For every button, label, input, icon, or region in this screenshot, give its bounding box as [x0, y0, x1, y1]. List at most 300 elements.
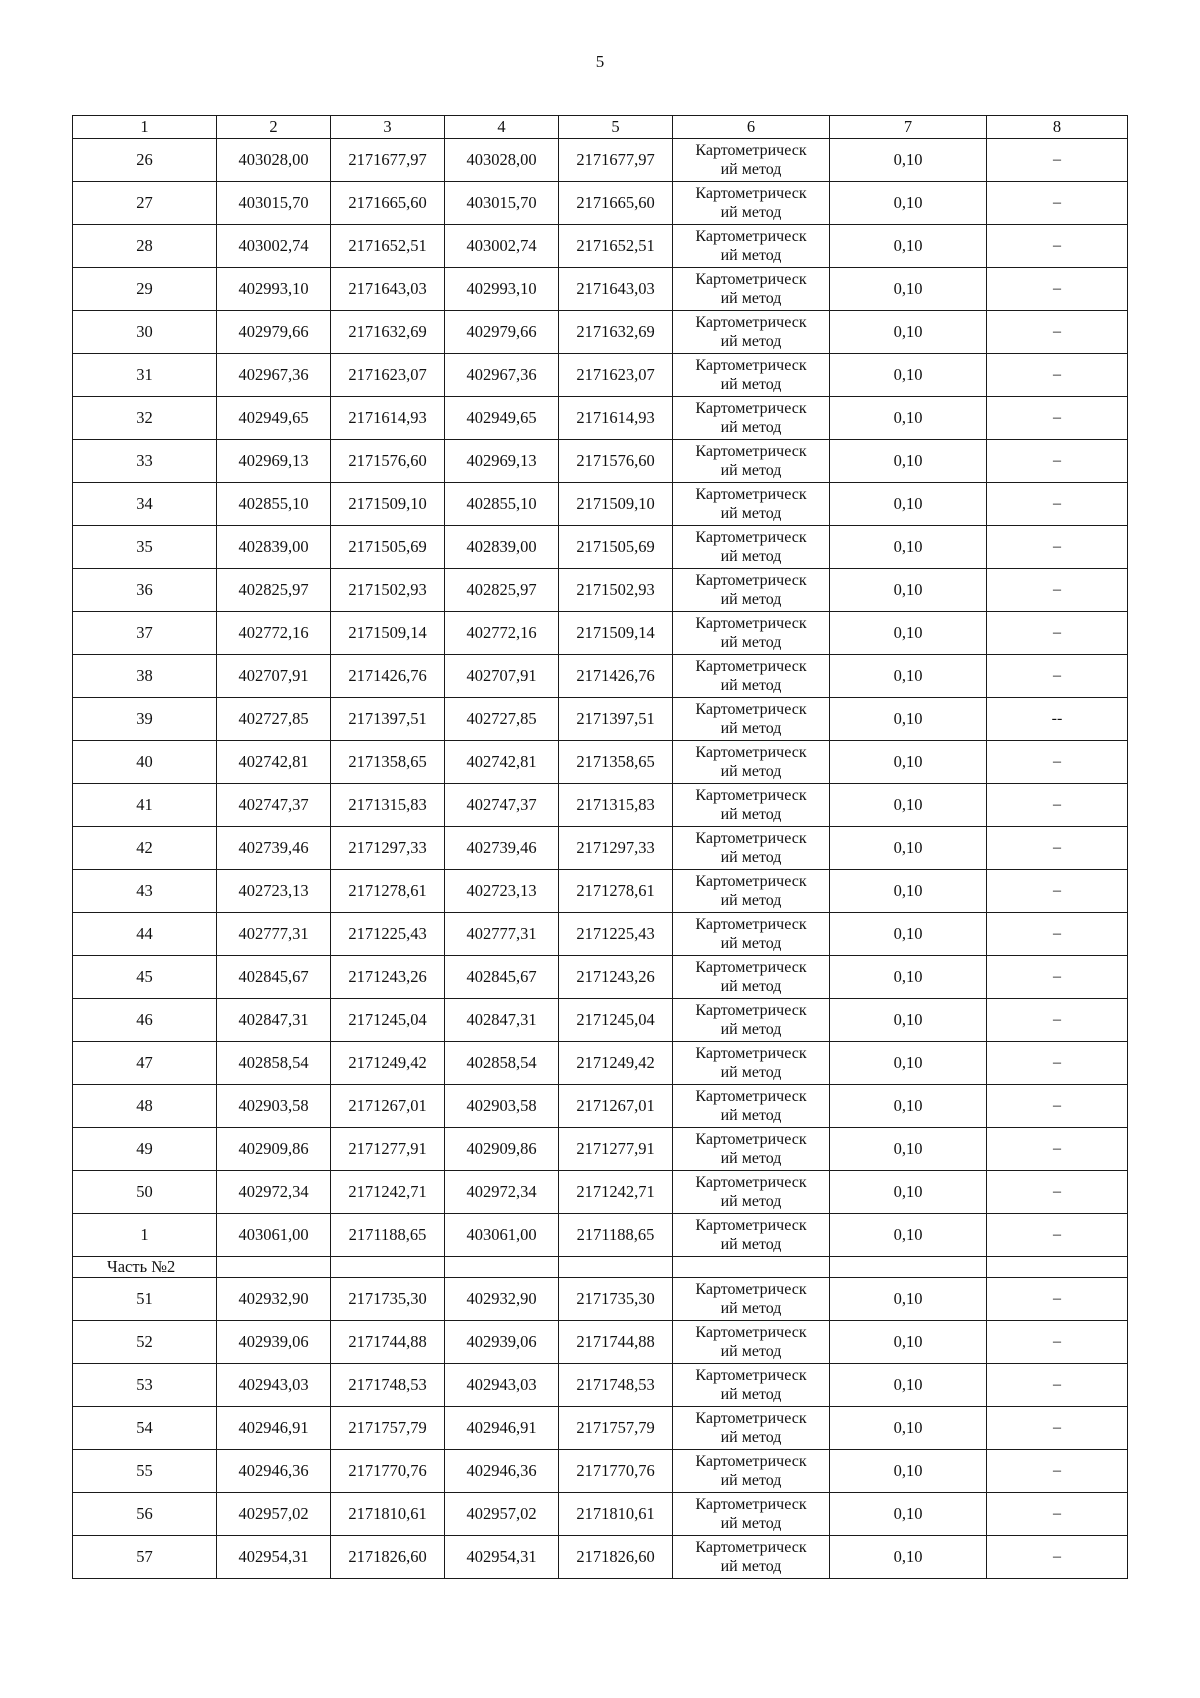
y-coordinate-cell: 2171358,65 [559, 741, 673, 784]
method-cell [673, 1171, 830, 1214]
method-cell [673, 827, 830, 870]
column-header: 8 [987, 116, 1128, 139]
x-coordinate-cell: 402739,46 [217, 827, 331, 870]
y-coordinate-cell: 2171277,91 [559, 1128, 673, 1171]
table-row [73, 1171, 1128, 1214]
x-coordinate-cell: 403061,00 [445, 1214, 559, 1257]
description-cell: -- [987, 698, 1128, 741]
method-text-line-2: ий метод [720, 161, 782, 178]
method-cell [673, 397, 830, 440]
y-coordinate-cell: 2171665,60 [559, 182, 673, 225]
point-number-cell: 52 [73, 1321, 217, 1364]
method-cell [673, 1407, 830, 1450]
method-text-line-1: Картометрическ [695, 572, 807, 589]
y-coordinate-cell: 2171744,88 [559, 1321, 673, 1364]
description-cell: – [987, 1085, 1128, 1128]
description-cell: – [987, 612, 1128, 655]
x-coordinate-cell: 402777,31 [445, 913, 559, 956]
point-number-cell: 47 [73, 1042, 217, 1085]
point-number-cell: 32 [73, 397, 217, 440]
y-coordinate-cell: 2171509,10 [331, 483, 445, 526]
method-cell [673, 612, 830, 655]
y-coordinate-cell: 2171826,60 [331, 1536, 445, 1579]
x-coordinate-cell: 402939,06 [217, 1321, 331, 1364]
point-number-cell: 35 [73, 526, 217, 569]
method-cell [673, 870, 830, 913]
point-number-cell: 26 [73, 139, 217, 182]
x-coordinate-cell: 402903,58 [445, 1085, 559, 1128]
method-text-line-2: ий метод [720, 333, 782, 350]
y-coordinate-cell: 2171502,93 [331, 569, 445, 612]
y-coordinate-cell: 2171757,79 [331, 1407, 445, 1450]
method-text-line-1: Картометрическ [695, 1002, 807, 1019]
description-cell: – [987, 1493, 1128, 1536]
accuracy-cell: 0,10 [830, 569, 987, 612]
method-cell [673, 1042, 830, 1085]
x-coordinate-cell: 402707,91 [217, 655, 331, 698]
accuracy-cell: 0,10 [830, 139, 987, 182]
x-coordinate-cell: 402777,31 [217, 913, 331, 956]
point-number-cell: 53 [73, 1364, 217, 1407]
method-text-line-1: Картометрическ [695, 658, 807, 675]
x-coordinate-cell: 403015,70 [445, 182, 559, 225]
y-coordinate-cell: 2171509,14 [331, 612, 445, 655]
table-row [73, 1278, 1128, 1321]
description-cell: – [987, 1171, 1128, 1214]
y-coordinate-cell: 2171297,33 [559, 827, 673, 870]
y-coordinate-cell: 2171770,76 [559, 1450, 673, 1493]
point-number-cell: 37 [73, 612, 217, 655]
empty-cell [445, 1257, 559, 1278]
method-text-line-1: Картометрическ [695, 1324, 807, 1341]
method-cell [673, 1364, 830, 1407]
x-coordinate-cell: 402847,31 [445, 999, 559, 1042]
method-text-line-2: ий метод [720, 505, 782, 522]
method-text-line-2: ий метод [720, 1150, 782, 1167]
method-cell [673, 698, 830, 741]
method-text-line-2: ий метод [720, 1107, 782, 1124]
description-cell: – [987, 1321, 1128, 1364]
method-text-line-2: ий метод [720, 892, 782, 909]
accuracy-cell: 0,10 [830, 999, 987, 1042]
point-number-cell: 29 [73, 268, 217, 311]
accuracy-cell: 0,10 [830, 827, 987, 870]
table-row [73, 1042, 1128, 1085]
x-coordinate-cell: 402772,16 [217, 612, 331, 655]
y-coordinate-cell: 2171297,33 [331, 827, 445, 870]
method-text-line-1: Картометрическ [695, 959, 807, 976]
table-row [73, 827, 1128, 870]
y-coordinate-cell: 2171652,51 [331, 225, 445, 268]
method-text-line-2: ий метод [720, 978, 782, 995]
x-coordinate-cell: 402972,34 [445, 1171, 559, 1214]
y-coordinate-cell: 2171810,61 [559, 1493, 673, 1536]
x-coordinate-cell: 402839,00 [445, 526, 559, 569]
x-coordinate-cell: 402979,66 [217, 311, 331, 354]
description-cell: – [987, 139, 1128, 182]
method-text-line-1: Картометрическ [695, 701, 807, 718]
table-row [73, 397, 1128, 440]
description-cell: – [987, 1128, 1128, 1171]
empty-cell [559, 1257, 673, 1278]
method-text-line-1: Картометрическ [695, 529, 807, 546]
description-cell: – [987, 827, 1128, 870]
x-coordinate-cell: 402855,10 [445, 483, 559, 526]
method-text-line-1: Картометрическ [695, 1496, 807, 1513]
part-2-row [73, 1257, 1128, 1278]
point-number-cell: 55 [73, 1450, 217, 1493]
method-text-line-2: ий метод [720, 1236, 782, 1253]
point-number-cell: 36 [73, 569, 217, 612]
accuracy-cell: 0,10 [830, 225, 987, 268]
description-cell: – [987, 526, 1128, 569]
method-text-line-1: Картометрическ [695, 228, 807, 245]
x-coordinate-cell: 402839,00 [217, 526, 331, 569]
point-number-cell: 33 [73, 440, 217, 483]
x-coordinate-cell: 402845,67 [217, 956, 331, 999]
accuracy-cell: 0,10 [830, 440, 987, 483]
method-text-line-1: Картометрическ [695, 142, 807, 159]
x-coordinate-cell: 402932,90 [217, 1278, 331, 1321]
accuracy-cell: 0,10 [830, 741, 987, 784]
description-cell: – [987, 999, 1128, 1042]
y-coordinate-cell: 2171757,79 [559, 1407, 673, 1450]
table-row [73, 569, 1128, 612]
point-number-cell: 39 [73, 698, 217, 741]
y-coordinate-cell: 2171397,51 [331, 698, 445, 741]
method-text-line-1: Картометрическ [695, 787, 807, 804]
point-number-cell: 45 [73, 956, 217, 999]
y-coordinate-cell: 2171665,60 [331, 182, 445, 225]
method-text-line-1: Картометрическ [695, 830, 807, 847]
y-coordinate-cell: 2171576,60 [559, 440, 673, 483]
method-text-line-1: Картометрическ [695, 1453, 807, 1470]
x-coordinate-cell: 402957,02 [217, 1493, 331, 1536]
table-row [73, 526, 1128, 569]
x-coordinate-cell: 402943,03 [217, 1364, 331, 1407]
point-number-cell: 54 [73, 1407, 217, 1450]
accuracy-cell: 0,10 [830, 1085, 987, 1128]
method-text-line-2: ий метод [720, 290, 782, 307]
x-coordinate-cell: 402932,90 [445, 1278, 559, 1321]
y-coordinate-cell: 2171505,69 [331, 526, 445, 569]
point-number-cell: 28 [73, 225, 217, 268]
method-cell [673, 1493, 830, 1536]
method-text-line-2: ий метод [720, 720, 782, 737]
x-coordinate-cell: 402909,86 [445, 1128, 559, 1171]
column-header: 4 [445, 116, 559, 139]
method-text-line-2: ий метод [720, 1064, 782, 1081]
y-coordinate-cell: 2171242,71 [331, 1171, 445, 1214]
accuracy-cell: 0,10 [830, 1536, 987, 1579]
method-cell [673, 526, 830, 569]
method-text-line-2: ий метод [720, 1558, 782, 1575]
table-row [73, 225, 1128, 268]
x-coordinate-cell: 402943,03 [445, 1364, 559, 1407]
method-cell [673, 139, 830, 182]
accuracy-cell: 0,10 [830, 182, 987, 225]
y-coordinate-cell: 2171735,30 [559, 1278, 673, 1321]
y-coordinate-cell: 2171225,43 [559, 913, 673, 956]
method-text-line-2: ий метод [720, 591, 782, 608]
table-row [73, 1450, 1128, 1493]
accuracy-cell: 0,10 [830, 311, 987, 354]
y-coordinate-cell: 2171277,91 [331, 1128, 445, 1171]
y-coordinate-cell: 2171505,69 [559, 526, 673, 569]
x-coordinate-cell: 403015,70 [217, 182, 331, 225]
x-coordinate-cell: 402845,67 [445, 956, 559, 999]
table-row [73, 612, 1128, 655]
page-number: 5 [595, 52, 605, 71]
point-number-cell: 42 [73, 827, 217, 870]
table-row [73, 268, 1128, 311]
table-row [73, 1407, 1128, 1450]
table-row [73, 698, 1128, 741]
y-coordinate-cell: 2171652,51 [559, 225, 673, 268]
method-text-line-1: Картометрическ [695, 271, 807, 288]
y-coordinate-cell: 2171748,53 [331, 1364, 445, 1407]
accuracy-cell: 0,10 [830, 956, 987, 999]
x-coordinate-cell: 403002,74 [445, 225, 559, 268]
method-cell [673, 268, 830, 311]
x-coordinate-cell: 402858,54 [217, 1042, 331, 1085]
y-coordinate-cell: 2171677,97 [331, 139, 445, 182]
empty-cell [331, 1257, 445, 1278]
method-text-line-2: ий метод [720, 763, 782, 780]
x-coordinate-cell: 402946,36 [217, 1450, 331, 1493]
coordinates-table [72, 115, 1128, 1579]
description-cell: – [987, 397, 1128, 440]
table-row [73, 784, 1128, 827]
x-coordinate-cell: 402949,65 [217, 397, 331, 440]
accuracy-cell: 0,10 [830, 526, 987, 569]
method-cell [673, 1085, 830, 1128]
method-text-line-2: ий метод [720, 419, 782, 436]
y-coordinate-cell: 2171225,43 [331, 913, 445, 956]
x-coordinate-cell: 402969,13 [217, 440, 331, 483]
x-coordinate-cell: 402946,91 [445, 1407, 559, 1450]
y-coordinate-cell: 2171245,04 [559, 999, 673, 1042]
method-text-line-1: Картометрическ [695, 744, 807, 761]
accuracy-cell: 0,10 [830, 1364, 987, 1407]
y-coordinate-cell: 2171623,07 [559, 354, 673, 397]
y-coordinate-cell: 2171632,69 [331, 311, 445, 354]
y-coordinate-cell: 2171509,10 [559, 483, 673, 526]
y-coordinate-cell: 2171502,93 [559, 569, 673, 612]
empty-cell [830, 1257, 987, 1278]
method-text-line-2: ий метод [720, 935, 782, 952]
table-row [73, 139, 1128, 182]
part-2-label: Часть №2 [73, 1257, 217, 1278]
point-number-cell: 27 [73, 182, 217, 225]
accuracy-cell: 0,10 [830, 784, 987, 827]
column-header: 2 [217, 116, 331, 139]
method-cell [673, 1450, 830, 1493]
point-number-cell: 34 [73, 483, 217, 526]
method-text-line-2: ий метод [720, 677, 782, 694]
description-cell: – [987, 1214, 1128, 1257]
table-row [73, 655, 1128, 698]
method-cell [673, 1536, 830, 1579]
y-coordinate-cell: 2171397,51 [559, 698, 673, 741]
x-coordinate-cell: 402903,58 [217, 1085, 331, 1128]
description-cell: – [987, 870, 1128, 913]
accuracy-cell: 0,10 [830, 1214, 987, 1257]
method-text-line-1: Картометрическ [695, 486, 807, 503]
method-text-line-2: ий метод [720, 462, 782, 479]
method-text-line-1: Картометрическ [695, 400, 807, 417]
accuracy-cell: 0,10 [830, 870, 987, 913]
description-cell: – [987, 440, 1128, 483]
method-cell [673, 999, 830, 1042]
table-row [73, 1364, 1128, 1407]
x-coordinate-cell: 402723,13 [445, 870, 559, 913]
x-coordinate-cell: 402747,37 [217, 784, 331, 827]
x-coordinate-cell: 402946,36 [445, 1450, 559, 1493]
accuracy-cell: 0,10 [830, 354, 987, 397]
x-coordinate-cell: 402855,10 [217, 483, 331, 526]
description-cell: – [987, 1536, 1128, 1579]
x-coordinate-cell: 402747,37 [445, 784, 559, 827]
y-coordinate-cell: 2171243,26 [331, 956, 445, 999]
x-coordinate-cell: 402967,36 [217, 354, 331, 397]
x-coordinate-cell: 402742,81 [217, 741, 331, 784]
x-coordinate-cell: 402739,46 [445, 827, 559, 870]
x-coordinate-cell: 402954,31 [445, 1536, 559, 1579]
y-coordinate-cell: 2171623,07 [331, 354, 445, 397]
x-coordinate-cell: 402939,06 [445, 1321, 559, 1364]
x-coordinate-cell: 402858,54 [445, 1042, 559, 1085]
table-row [73, 182, 1128, 225]
method-text-line-1: Картометрическ [695, 1367, 807, 1384]
accuracy-cell: 0,10 [830, 655, 987, 698]
y-coordinate-cell: 2171614,93 [559, 397, 673, 440]
method-cell [673, 225, 830, 268]
x-coordinate-cell: 402954,31 [217, 1536, 331, 1579]
description-cell: – [987, 784, 1128, 827]
point-number-cell: 40 [73, 741, 217, 784]
point-number-cell: 49 [73, 1128, 217, 1171]
column-header: 1 [73, 116, 217, 139]
method-text-line-1: Картометрическ [695, 1217, 807, 1234]
description-cell: – [987, 956, 1128, 999]
method-text-line-2: ий метод [720, 1472, 782, 1489]
description-cell: – [987, 1042, 1128, 1085]
point-number-cell: 57 [73, 1536, 217, 1579]
point-number-cell: 43 [73, 870, 217, 913]
y-coordinate-cell: 2171509,14 [559, 612, 673, 655]
method-text-line-1: Картометрическ [695, 443, 807, 460]
method-cell [673, 1128, 830, 1171]
x-coordinate-cell: 403002,74 [217, 225, 331, 268]
table-row [73, 483, 1128, 526]
description-cell: – [987, 182, 1128, 225]
table-row [73, 1128, 1128, 1171]
description-cell: – [987, 913, 1128, 956]
y-coordinate-cell: 2171632,69 [559, 311, 673, 354]
y-coordinate-cell: 2171242,71 [559, 1171, 673, 1214]
x-coordinate-cell: 402979,66 [445, 311, 559, 354]
x-coordinate-cell: 402847,31 [217, 999, 331, 1042]
method-text-line-2: ий метод [720, 1343, 782, 1360]
y-coordinate-cell: 2171748,53 [559, 1364, 673, 1407]
accuracy-cell: 0,10 [830, 1171, 987, 1214]
description-cell: – [987, 268, 1128, 311]
table-row [73, 440, 1128, 483]
method-cell [673, 1321, 830, 1364]
method-text-line-1: Картометрическ [695, 1410, 807, 1427]
method-text-line-1: Картометрическ [695, 1281, 807, 1298]
table-body [73, 116, 1128, 1579]
method-cell [673, 655, 830, 698]
empty-cell [217, 1257, 331, 1278]
y-coordinate-cell: 2171188,65 [559, 1214, 673, 1257]
accuracy-cell: 0,10 [830, 1278, 987, 1321]
x-coordinate-cell: 402742,81 [445, 741, 559, 784]
table-row [73, 1214, 1128, 1257]
table-row [73, 311, 1128, 354]
y-coordinate-cell: 2171576,60 [331, 440, 445, 483]
description-cell: – [987, 655, 1128, 698]
y-coordinate-cell: 2171315,83 [331, 784, 445, 827]
method-text-line-1: Картометрическ [695, 1088, 807, 1105]
table-row [73, 999, 1128, 1042]
method-text-line-1: Картометрическ [695, 916, 807, 933]
method-text-line-2: ий метод [720, 204, 782, 221]
accuracy-cell: 0,10 [830, 268, 987, 311]
description-cell: – [987, 1407, 1128, 1450]
description-cell: – [987, 483, 1128, 526]
x-coordinate-cell: 402993,10 [217, 268, 331, 311]
x-coordinate-cell: 402723,13 [217, 870, 331, 913]
x-coordinate-cell: 402727,85 [445, 698, 559, 741]
y-coordinate-cell: 2171744,88 [331, 1321, 445, 1364]
x-coordinate-cell: 402967,36 [445, 354, 559, 397]
x-coordinate-cell: 402969,13 [445, 440, 559, 483]
description-cell: – [987, 1278, 1128, 1321]
x-coordinate-cell: 402972,34 [217, 1171, 331, 1214]
y-coordinate-cell: 2171358,65 [331, 741, 445, 784]
header-row [73, 116, 1128, 139]
x-coordinate-cell: 403061,00 [217, 1214, 331, 1257]
point-number-cell: 44 [73, 913, 217, 956]
accuracy-cell: 0,10 [830, 1321, 987, 1364]
accuracy-cell: 0,10 [830, 612, 987, 655]
column-header: 6 [673, 116, 830, 139]
method-text-line-2: ий метод [720, 1515, 782, 1532]
y-coordinate-cell: 2171315,83 [559, 784, 673, 827]
point-number-cell: 48 [73, 1085, 217, 1128]
accuracy-cell: 0,10 [830, 1407, 987, 1450]
point-number-cell: 31 [73, 354, 217, 397]
y-coordinate-cell: 2171426,76 [331, 655, 445, 698]
y-coordinate-cell: 2171243,26 [559, 956, 673, 999]
x-coordinate-cell: 402957,02 [445, 1493, 559, 1536]
column-header: 3 [331, 116, 445, 139]
method-cell [673, 440, 830, 483]
y-coordinate-cell: 2171245,04 [331, 999, 445, 1042]
x-coordinate-cell: 402727,85 [217, 698, 331, 741]
column-header: 5 [559, 116, 673, 139]
method-text-line-2: ий метод [720, 1429, 782, 1446]
accuracy-cell: 0,10 [830, 483, 987, 526]
accuracy-cell: 0,10 [830, 698, 987, 741]
y-coordinate-cell: 2171249,42 [559, 1042, 673, 1085]
y-coordinate-cell: 2171278,61 [559, 870, 673, 913]
table-row [73, 741, 1128, 784]
method-text-line-2: ий метод [720, 1193, 782, 1210]
table-row [73, 1536, 1128, 1579]
